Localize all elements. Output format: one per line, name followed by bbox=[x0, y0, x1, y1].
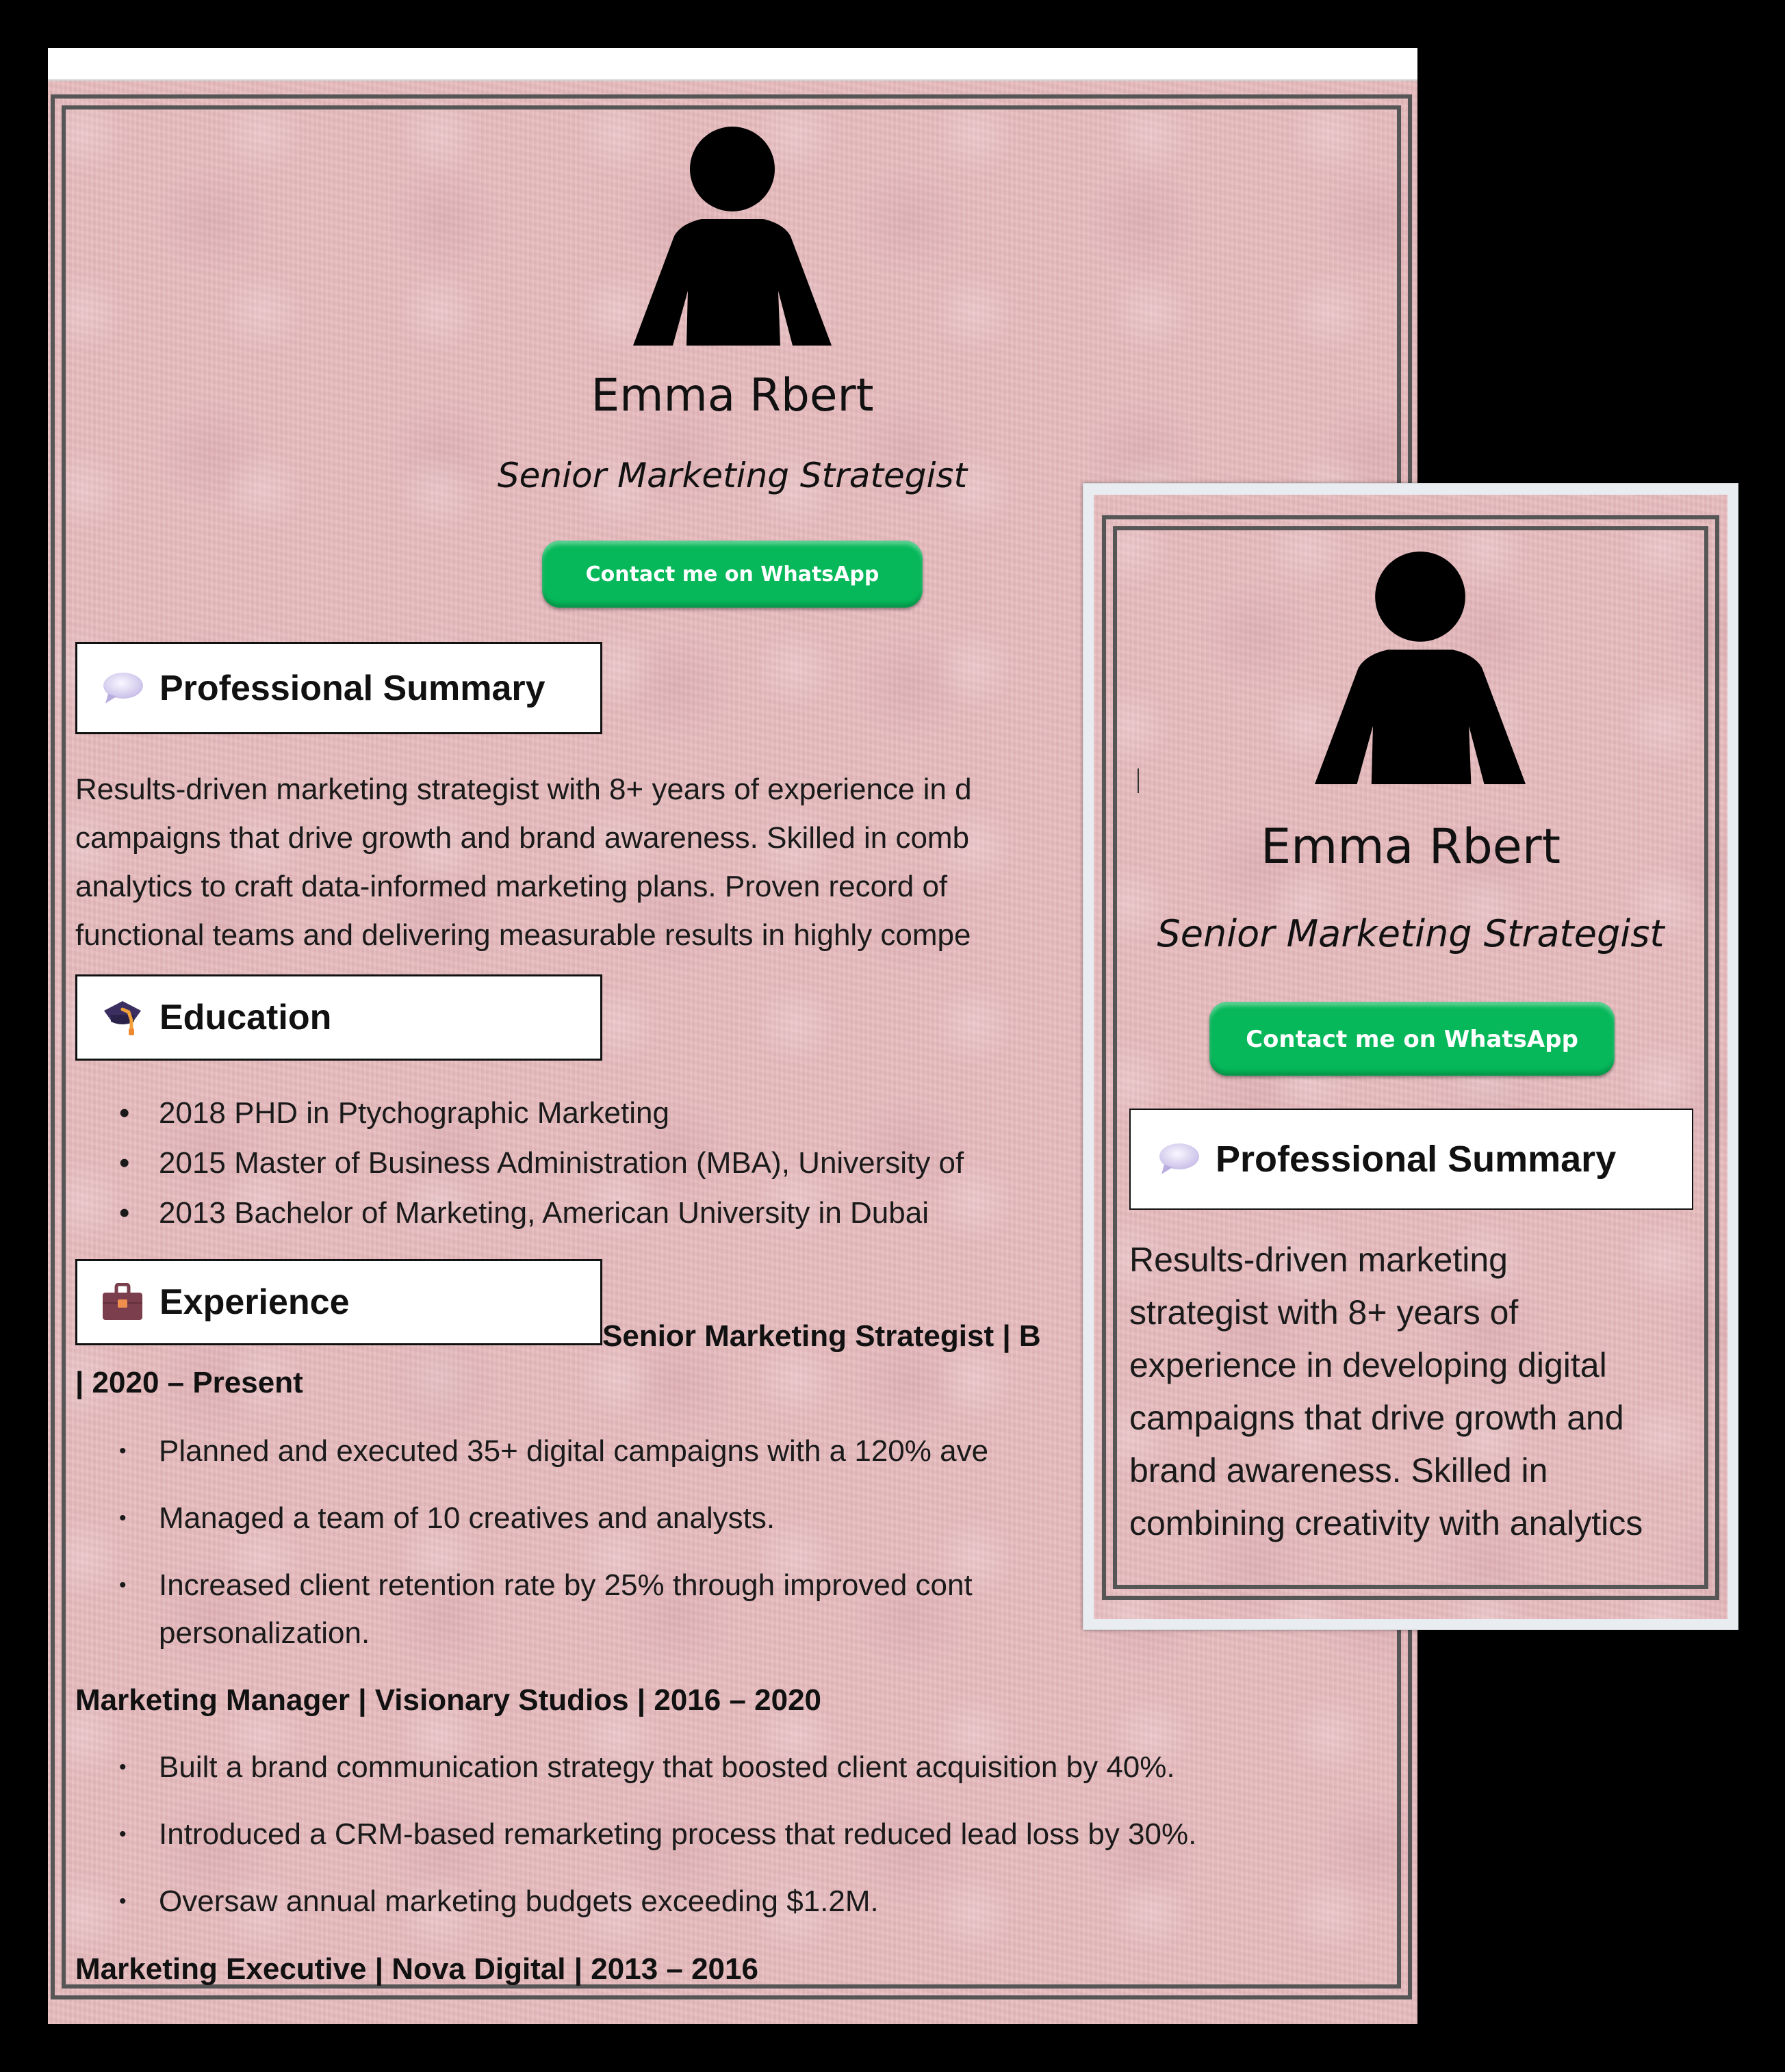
person-silhouette-icon bbox=[1307, 552, 1533, 784]
speech-bubble-icon bbox=[1157, 1139, 1200, 1180]
job-title: Marketing Executive | Nova Digital | 2013 – 2016 bbox=[75, 1952, 758, 1986]
mobile-section-heading-summary: Professional Summary bbox=[1216, 1139, 1617, 1180]
job-bullet: • Oversaw annual marketing budgets exceeding $1.2M. bbox=[119, 1885, 879, 1918]
job-bullets bbox=[119, 1744, 1197, 1926]
section-heading-experience: Experience bbox=[159, 1282, 350, 1322]
job-bullet-continuation: personalization. bbox=[159, 1616, 370, 1650]
section-header-experience bbox=[75, 1259, 602, 1345]
mobile-summary-line: brand awareness. Skilled in bbox=[1129, 1451, 1548, 1490]
mobile-preview-window bbox=[1083, 483, 1738, 1630]
job-bullet: • Planned and executed 35+ digital campaigns with a 120% ave bbox=[119, 1434, 989, 1468]
education-list bbox=[119, 1088, 964, 1238]
mobile-summary-line: experience in developing digital bbox=[1129, 1346, 1607, 1384]
job-title: Senior Marketing Strategist | B bbox=[602, 1319, 1041, 1353]
graduation-cap-icon bbox=[101, 997, 144, 1038]
mobile-summary-line: campaigns that drive growth and bbox=[1129, 1399, 1624, 1437]
job-title: Marketing Manager | Visionary Studios | 2016 – 2020 bbox=[75, 1683, 822, 1717]
education-item: • 2015 Master of Business Administration (MBA), University of bbox=[119, 1146, 964, 1180]
mobile-resume-page[interactable] bbox=[1094, 495, 1728, 1619]
mobile-summary-paragraph bbox=[1129, 1234, 1718, 1550]
speech-bubble-icon bbox=[101, 668, 144, 709]
job-dates: | 2020 – Present bbox=[75, 1366, 303, 1399]
mobile-summary-line: strategist with 8+ years of bbox=[1129, 1293, 1519, 1332]
person-silhouette-icon bbox=[626, 127, 838, 346]
summary-paragraph bbox=[75, 765, 1116, 959]
education-item: • 2018 PHD in Ptychographic Marketing bbox=[119, 1096, 669, 1130]
profile-title: Senior Marketing Strategist bbox=[497, 456, 968, 495]
section-heading-summary: Professional Summary bbox=[159, 668, 545, 708]
text-cursor bbox=[1138, 768, 1139, 793]
summary-line: Results-driven marketing strategist with 8+ years of experience in d bbox=[75, 773, 972, 806]
mobile-whatsapp-contact-button[interactable]: Contact me on WhatsApp bbox=[1209, 1002, 1615, 1076]
mobile-profile-title: Senior Marketing Strategist bbox=[1157, 912, 1665, 955]
mobile-profile-name: Emma Rbert bbox=[1260, 818, 1561, 875]
whatsapp-contact-button[interactable]: Contact me on WhatsApp bbox=[542, 541, 923, 608]
summary-line: functional teams and delivering measurable results in highly compe bbox=[75, 918, 971, 952]
briefcase-icon bbox=[101, 1282, 144, 1323]
mobile-summary-line: Results-driven marketing bbox=[1129, 1241, 1508, 1279]
section-header-summary bbox=[75, 642, 602, 734]
window-top-strip bbox=[48, 48, 1417, 81]
mobile-summary-line: combining creativity with analytics bbox=[1129, 1504, 1643, 1542]
job-bullet: • Introduced a CRM-based remarketing process that reduced lead loss by 30%. bbox=[119, 1817, 1197, 1851]
job-bullets bbox=[119, 1427, 989, 1657]
section-header-education bbox=[75, 974, 602, 1061]
summary-line: campaigns that drive growth and brand awareness. Skilled in comb bbox=[75, 821, 970, 855]
education-item: • 2013 Bachelor of Marketing, American University in Dubai bbox=[119, 1196, 929, 1230]
summary-line: analytics to craft data-informed marketing plans. Proven record of bbox=[75, 870, 948, 903]
job-bullet: • Managed a team of 10 creatives and analysts. bbox=[119, 1501, 775, 1535]
profile-name: Emma Rbert bbox=[591, 369, 874, 422]
job-bullet: • Built a brand communication strategy that boosted client acquisition by 40%. bbox=[119, 1750, 1175, 1784]
mobile-section-header-summary bbox=[1129, 1109, 1693, 1210]
job-bullet: • Increased client retention rate by 25% through improved cont bbox=[119, 1568, 973, 1602]
section-heading-education: Education bbox=[159, 998, 332, 1037]
